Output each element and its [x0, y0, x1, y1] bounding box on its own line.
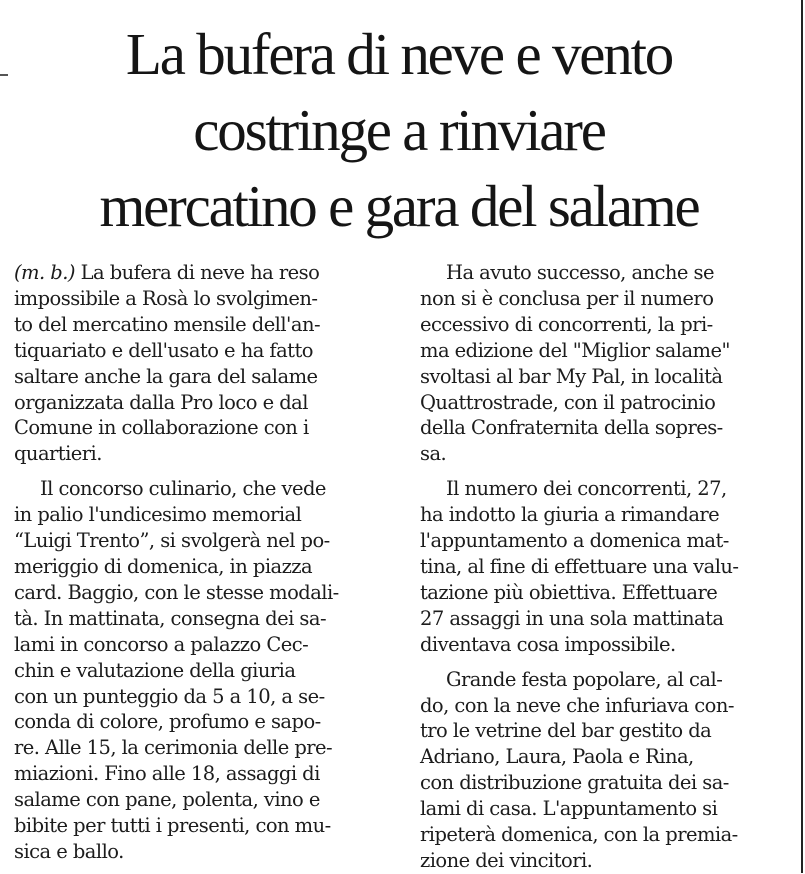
- headline-line: costringe a rinviare: [193, 97, 605, 163]
- text-line: tiquariato e dell'usato e ha fatto: [14, 338, 313, 362]
- text-line: Adriano, Laura, Paola e Rina,: [420, 745, 694, 769]
- text-span: La bufera di neve ha reso: [74, 261, 320, 284]
- text-line: l'appuntamento a domenica mat-: [420, 529, 729, 553]
- scan-mark: [0, 74, 8, 76]
- paragraph: [420, 667, 788, 874]
- text-line: quartieri.: [14, 442, 102, 466]
- text-line: sica e ballo.: [14, 839, 124, 863]
- text-line: card. Baggio, con le stesse modali-: [14, 580, 339, 604]
- scan-edge: [801, 0, 803, 873]
- text-line: eccessivo di concorrenti, la pri-: [420, 312, 713, 336]
- text-line: sa.: [420, 442, 447, 466]
- text-line: non si è conclusa per il numero: [420, 286, 714, 310]
- text-line: in palio l'undicesimo memorial: [14, 503, 302, 527]
- text-line: re. Alle 15, la cerimonia delle pre-: [14, 736, 333, 760]
- text-line: svoltasi al bar My Pal, in località: [420, 364, 723, 388]
- text-line: impossibile a Rosà lo svolgimen-: [14, 286, 318, 310]
- text-line: [14, 260, 390, 286]
- paragraph: [420, 260, 788, 467]
- text-line: tazione più obiettiva. Effettuare: [420, 580, 718, 604]
- text-line: tro le vetrine del bar gestito da: [420, 719, 712, 743]
- text-line: della Confraternita della sopres-: [420, 416, 723, 440]
- text-line: bibite per tutti i presenti, con mu-: [14, 814, 331, 838]
- headline-line: La bufera di neve e vento: [125, 21, 673, 87]
- headline: [14, 16, 784, 244]
- text-line: Quattrostrade, con il patrocinio: [420, 390, 716, 414]
- text-line: Il numero dei concorrenti, 27,: [446, 477, 727, 501]
- text-line: diventava cosa impossibile.: [420, 632, 676, 656]
- text-line: con un punteggio da 5 a 10, a se-: [14, 684, 325, 708]
- text-line: do, con la neve che infuriava con-: [420, 693, 734, 717]
- text-line: Comune in collaborazione con i: [14, 416, 309, 440]
- text-line: 27 assaggi in una sola mattinata: [420, 606, 724, 630]
- text-line: salame con pane, polenta, vino e: [14, 788, 320, 812]
- text-line: con distribuzione gratuita dei sa-: [420, 771, 729, 795]
- headline-line: mercatino e gara del salame: [99, 173, 699, 239]
- text-line: tà. In mattinata, consegna dei sa-: [14, 606, 327, 630]
- paragraph: [14, 260, 390, 467]
- text-line: ma edizione del "Miglior salame": [420, 338, 730, 362]
- article-column-right: [420, 260, 788, 874]
- text-line: saltare anche la gara del salame: [14, 364, 318, 388]
- text-line: zione dei vincitori.: [420, 848, 593, 872]
- text-line: ripeterà domenica, con la premia-: [420, 823, 738, 847]
- text-line: miazioni. Fino alle 18, assaggi di: [14, 762, 320, 786]
- article-column-left: [14, 260, 390, 865]
- text-line: to del mercatino mensile dell'an-: [14, 312, 320, 336]
- text-line: organizzata dalla Pro loco e dal: [14, 390, 308, 414]
- paragraph: [14, 476, 390, 865]
- text-line: Ha avuto successo, anche se: [446, 261, 715, 284]
- text-line: “Luigi Trento”, si svolgerà nel po-: [14, 529, 330, 553]
- text-line: Grande festa popolare, al cal-: [446, 667, 723, 691]
- text-line: meriggio di domenica, in piazza: [14, 554, 313, 578]
- byline: (m. b.): [14, 261, 75, 284]
- text-line: chin e valutazione della giuria: [14, 658, 296, 682]
- text-line: lami di casa. L'appuntamento si: [420, 797, 718, 821]
- paragraph: [420, 476, 788, 657]
- text-line: conda di colore, profumo e sapo-: [14, 710, 321, 734]
- text-line: tina, al fine di effettuare una valu-: [420, 554, 739, 578]
- text-line: Il concorso culinario, che vede: [40, 477, 326, 501]
- text-line: lami in concorso a palazzo Cec-: [14, 632, 309, 656]
- text-line: ha indotto la giuria a rimandare: [420, 503, 720, 527]
